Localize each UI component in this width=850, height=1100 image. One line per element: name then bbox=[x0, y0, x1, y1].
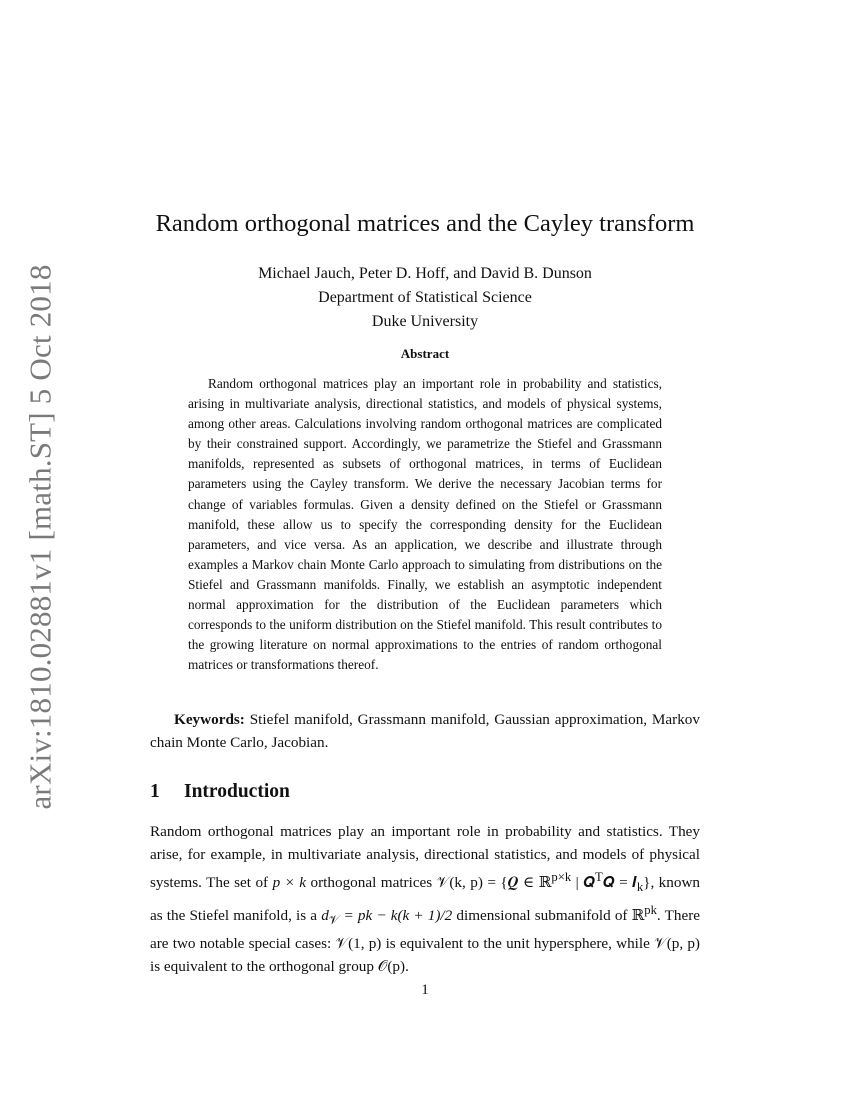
abstract-heading: Abstract bbox=[400, 346, 450, 361]
intro-text: . bbox=[405, 958, 409, 976]
intro-math: 𝒪(p) bbox=[377, 958, 406, 976]
affiliation-department: Department of Statistical Science bbox=[318, 289, 532, 306]
intro-math-part: } bbox=[643, 874, 651, 892]
abstract-text: Random orthogonal matrices play an important role in probability and statistics, arising in multivariate analysis, directional statistics, and models of physical systems, among other areas. Calculations involving random orthogonal matrices are complicated by their constrained support. Accordingly, we parametrize the Stiefel and Grassmann manifolds, represented as subsets of orthogonal matrices, in terms of Euclidean parameters using the Cayley transform. We derive the necessary Jacobian terms for change of variables formulas. Given a density defined on the Stiefel or Grassmann manifold, these allow us to specify the corresponding density for the Euclidean parameters, and vice versa. As an application, we describe and illustrate through examples a Markov chain Monte Carlo approach to simulating from distributions on the Stiefel and Grassmann manifolds. Finally, we establish an asymptotic independent normal approximation for the distribution of the Euclidean parameters which corresponds to the uniform distribution on the Stiefel manifold. This result contributes to the growing literature on normal approximations to the entries of random orthogonal matrices or transformations thereof. bbox=[188, 376, 662, 673]
intro-math-part: T bbox=[595, 870, 603, 884]
introduction-paragraph bbox=[150, 820, 700, 978]
keywords-text: Stiefel manifold, Grassmann manifold, Gaussian approximation, Markov chain Monte Carlo, Jacobian. bbox=[150, 711, 700, 751]
intro-math: 𝒱(p, p) bbox=[654, 935, 700, 953]
paper-title: Random orthogonal matrices and the Cayley transform bbox=[155, 210, 695, 237]
intro-text: orthogonal matrices bbox=[306, 874, 437, 892]
intro-text: is equivalent to the orthogonal group bbox=[150, 958, 378, 976]
affiliation-university: Duke University bbox=[371, 313, 479, 330]
intro-math-part: 𝒱(k, p) = {𝑸 ∈ ℝ bbox=[436, 874, 552, 892]
intro-math-part: k bbox=[636, 880, 644, 895]
intro-text: Random orthogonal matrices play an important role in probability and statistics. They arise, for example, in multivariate analysis, directional statistics, and models of physical systems. The set of bbox=[150, 823, 700, 892]
intro-math: p × k bbox=[272, 874, 307, 892]
intro-math-part: 𝑸 = 𝑰 bbox=[602, 874, 637, 892]
intro-math: 𝒱(1, p) bbox=[335, 935, 382, 953]
intro-math bbox=[321, 907, 453, 928]
intro-math bbox=[436, 870, 651, 895]
page-number: 1 bbox=[421, 982, 429, 998]
intro-math-part: d bbox=[321, 907, 329, 925]
section-number: 1 bbox=[150, 781, 160, 802]
author-list: Michael Jauch, Peter D. Hoff, and David B. Dunson bbox=[258, 265, 592, 282]
intro-math-part: | bbox=[571, 874, 584, 892]
intro-text: . There are two notable special cases: bbox=[150, 907, 700, 953]
intro-math-part: ℝ bbox=[631, 907, 645, 925]
section-heading-introduction bbox=[150, 779, 700, 805]
intro-math-part: = pk − k(k + 1)/2 bbox=[339, 907, 453, 925]
intro-math-part: p×k bbox=[551, 870, 572, 884]
intro-math bbox=[631, 903, 657, 925]
keywords-paragraph bbox=[150, 708, 700, 754]
intro-math-part: 𝒱 bbox=[328, 913, 340, 928]
intro-text: , known as the Stiefel manifold, is a bbox=[150, 874, 701, 925]
intro-math-part: 𝑸 bbox=[583, 874, 596, 892]
intro-text: dimensional submanifold of bbox=[452, 907, 632, 925]
section-title: Introduction bbox=[184, 781, 290, 802]
keywords-label: Keywords: bbox=[174, 711, 245, 728]
arxiv-identifier-text: arXiv:1810.02881v1 [math.ST] 5 Oct 2018 bbox=[23, 264, 59, 810]
intro-math-part: pk bbox=[644, 903, 657, 918]
intro-text: is equivalent to the unit hypersphere, while bbox=[381, 935, 655, 953]
